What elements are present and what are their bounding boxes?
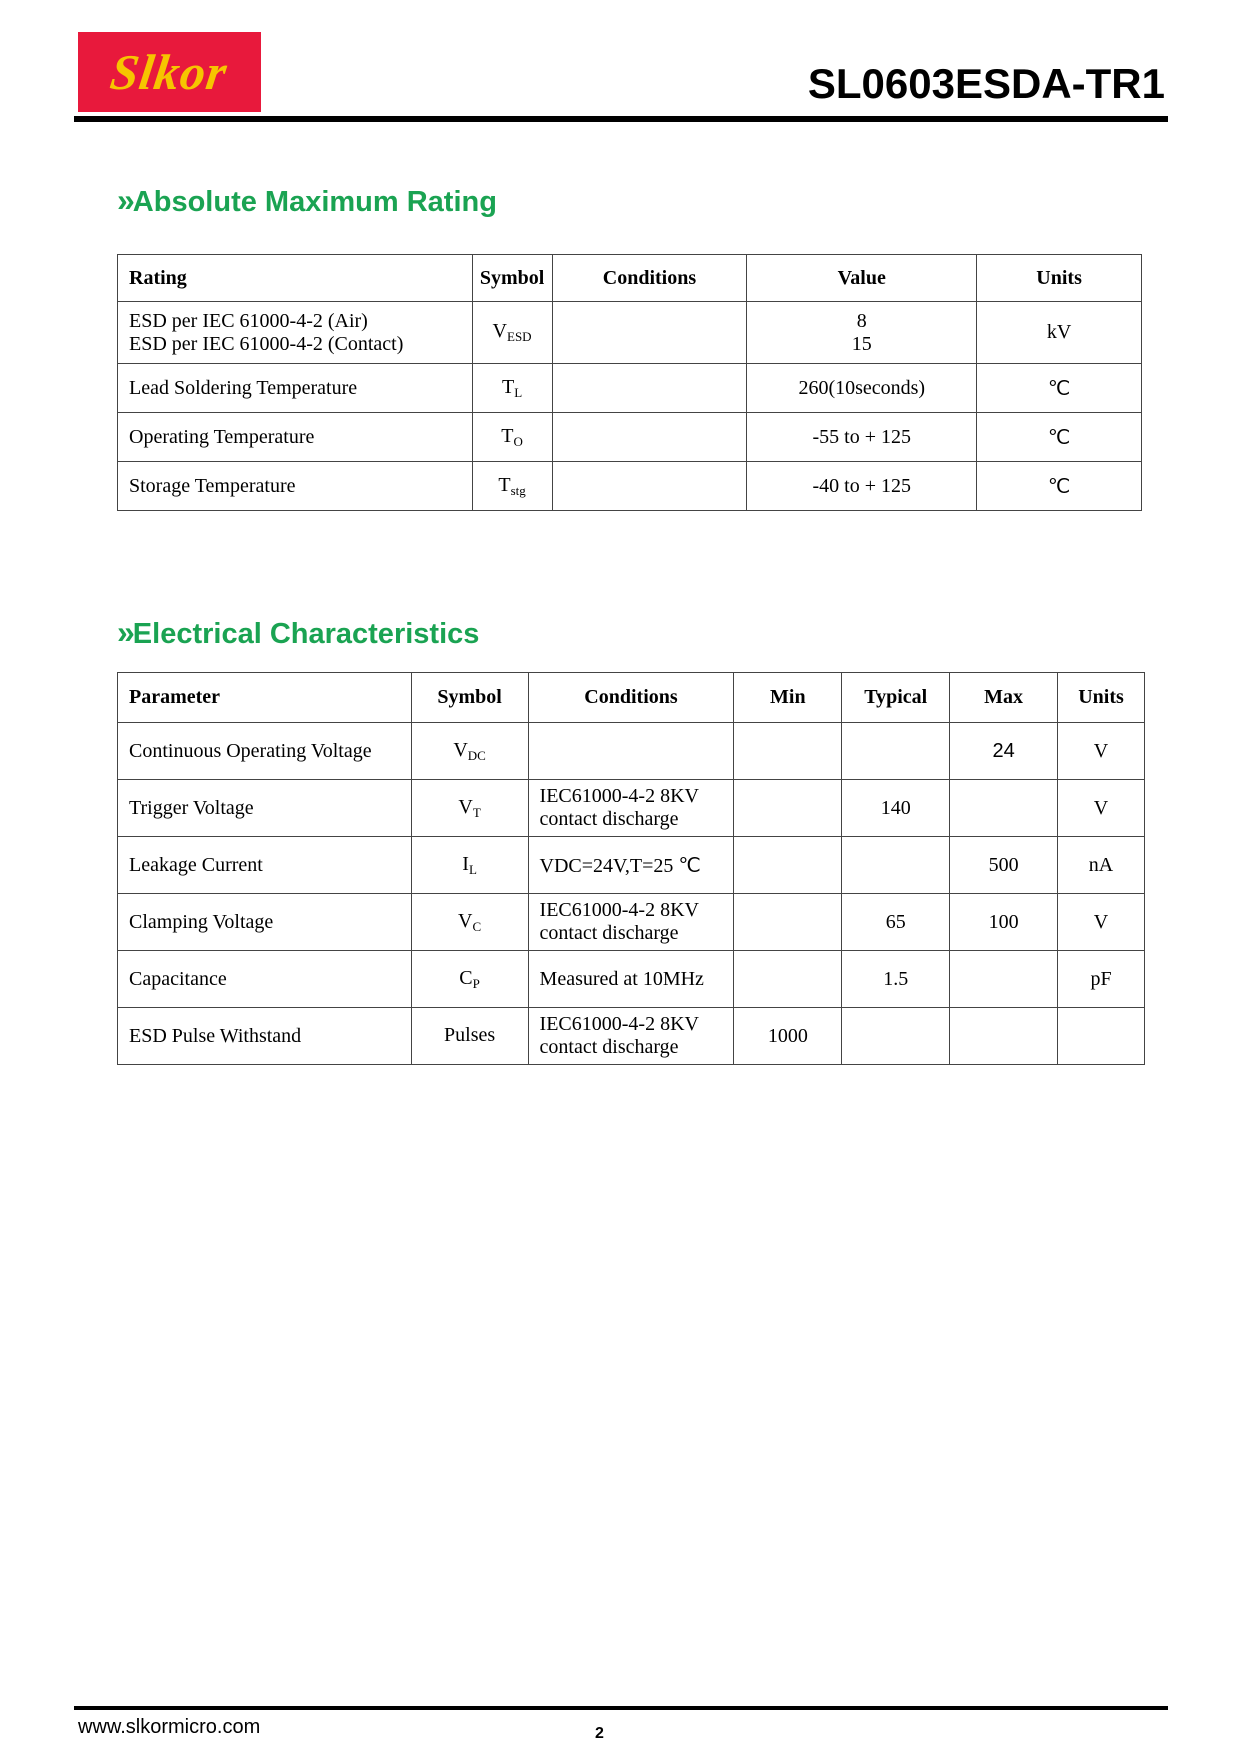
value-cell: -40 to + 125 xyxy=(747,462,977,511)
table-row xyxy=(118,302,1142,364)
rating-cell xyxy=(118,302,473,364)
symbol-cell xyxy=(411,837,528,894)
header-symbol: Symbol xyxy=(472,255,552,302)
symbol-cell xyxy=(411,780,528,837)
conditions-line: IEC61000-4-2 8KV xyxy=(539,899,699,921)
conditions-cell xyxy=(528,780,734,837)
typical-cell: 140 xyxy=(842,780,950,837)
symbol-main: C xyxy=(459,966,473,989)
parameter-cell: Leakage Current xyxy=(118,837,412,894)
max-cell xyxy=(950,951,1058,1008)
section-title-text: Absolute Maximum Rating xyxy=(132,186,497,218)
min-cell xyxy=(734,894,842,951)
conditions-cell xyxy=(552,302,747,364)
header-rating: Rating xyxy=(118,255,473,302)
symbol-main: V xyxy=(453,738,468,761)
symbol-subscript: P xyxy=(472,975,480,991)
brand-logo xyxy=(78,32,261,112)
symbol-subscript: stg xyxy=(510,482,526,498)
symbol-main: T xyxy=(501,375,515,398)
conditions-cell xyxy=(552,364,747,413)
value-cell: -55 to + 125 xyxy=(747,413,977,462)
typical-cell xyxy=(842,837,950,894)
symbol-subscript: L xyxy=(514,384,523,400)
units-cell: nA xyxy=(1058,837,1145,894)
conditions-cell: Measured at 10MHz xyxy=(528,951,734,1008)
table-row xyxy=(118,1008,1145,1065)
typical-cell: 1.5 xyxy=(842,951,950,1008)
conditions-cell: VDC=24V,T=25 ℃ xyxy=(528,837,734,894)
symbol-subscript: DC xyxy=(467,747,486,763)
conditions-line: IEC61000-4-2 8KV xyxy=(539,785,699,807)
header-units: Units xyxy=(977,255,1142,302)
typical-cell xyxy=(842,1008,950,1065)
symbol-main: V xyxy=(492,320,507,342)
symbol-cell xyxy=(472,302,552,364)
conditions-cell xyxy=(528,723,734,780)
typical-cell: 65 xyxy=(842,894,950,951)
table-row xyxy=(118,780,1145,837)
symbol-cell xyxy=(411,894,528,951)
table-row xyxy=(118,951,1145,1008)
header-units: Units xyxy=(1058,673,1145,723)
units-cell: pF xyxy=(1058,951,1145,1008)
value-cell: 260(10seconds) xyxy=(747,364,977,413)
logo-text: Slkor xyxy=(107,44,232,100)
rating-cell: Operating Temperature xyxy=(118,413,473,462)
table-row xyxy=(118,364,1142,413)
footer-website-link[interactable]: www.slkormicro.com xyxy=(78,1716,261,1738)
units-cell: V xyxy=(1058,780,1145,837)
table-row xyxy=(118,837,1145,894)
max-cell: 24 xyxy=(950,723,1058,780)
max-cell xyxy=(950,1008,1058,1065)
header-typical: Typical xyxy=(842,673,950,723)
units-cell: ℃ xyxy=(977,364,1142,413)
header-max: Max xyxy=(950,673,1058,723)
conditions-cell xyxy=(552,413,747,462)
absolute-max-table xyxy=(117,254,1142,511)
section-marker-icon: » xyxy=(117,614,133,650)
units-cell: ℃ xyxy=(977,413,1142,462)
parameter-cell: ESD Pulse Withstand xyxy=(118,1008,412,1065)
rating-cell: Storage Temperature xyxy=(118,462,473,511)
symbol-cell xyxy=(411,1008,528,1065)
parameter-cell: Clamping Voltage xyxy=(118,894,412,951)
max-cell: 100 xyxy=(950,894,1058,951)
parameter-cell: Trigger Voltage xyxy=(118,780,412,837)
symbol-main: Pulses xyxy=(444,1023,496,1046)
header-divider xyxy=(74,116,1168,122)
rating-cell: Lead Soldering Temperature xyxy=(118,364,473,413)
max-cell: 500 xyxy=(950,837,1058,894)
table-row xyxy=(118,413,1142,462)
table-row xyxy=(118,894,1145,951)
symbol-cell xyxy=(472,413,552,462)
typical-cell xyxy=(842,723,950,780)
conditions-line: IEC61000-4-2 8KV xyxy=(539,1013,699,1035)
symbol-main: V xyxy=(458,795,473,818)
conditions-line: contact discharge xyxy=(539,808,679,830)
parameter-cell: Capacitance xyxy=(118,951,412,1008)
conditions-line: contact discharge xyxy=(539,922,679,944)
conditions-cell xyxy=(528,1008,734,1065)
units-cell: kV xyxy=(977,302,1142,364)
parameter-cell: Continuous Operating Voltage xyxy=(118,723,412,780)
page-number: 2 xyxy=(595,1725,604,1742)
symbol-subscript: C xyxy=(472,918,482,934)
table-row xyxy=(118,462,1142,511)
section-marker-icon: » xyxy=(117,182,133,218)
electrical-characteristics-table xyxy=(117,672,1145,1065)
footer-divider xyxy=(74,1706,1168,1710)
section-title-absolute-max xyxy=(117,182,497,219)
conditions-cell xyxy=(528,894,734,951)
units-cell xyxy=(1058,1008,1145,1065)
table-row xyxy=(118,723,1145,780)
symbol-subscript: ESD xyxy=(507,329,532,344)
symbol-main: I xyxy=(462,852,469,875)
min-cell: 1000 xyxy=(734,1008,842,1065)
value-line: 15 xyxy=(851,332,872,355)
header-parameter: Parameter xyxy=(118,673,412,723)
conditions-line: contact discharge xyxy=(539,1036,679,1058)
symbol-subscript: L xyxy=(468,861,477,877)
min-cell xyxy=(734,951,842,1008)
symbol-subscript: T xyxy=(472,804,481,820)
min-cell xyxy=(734,780,842,837)
symbol-main: V xyxy=(458,909,473,932)
symbol-cell xyxy=(411,723,528,780)
symbol-subscript: O xyxy=(513,433,523,449)
rating-line: ESD per IEC 61000-4-2 (Contact) xyxy=(129,332,404,355)
header-conditions: Conditions xyxy=(528,673,734,723)
section-title-text: Electrical Characteristics xyxy=(132,618,480,650)
max-cell xyxy=(950,780,1058,837)
rating-line: ESD per IEC 61000-4-2 (Air) xyxy=(129,309,368,332)
symbol-cell xyxy=(472,462,552,511)
header-value: Value xyxy=(747,255,977,302)
table-header-row xyxy=(118,255,1142,302)
symbol-main: T xyxy=(501,424,514,447)
value-line: 8 xyxy=(856,309,867,332)
min-cell xyxy=(734,723,842,780)
table-header-row xyxy=(118,673,1145,723)
value-cell xyxy=(747,302,977,364)
conditions-cell xyxy=(552,462,747,511)
units-cell: V xyxy=(1058,894,1145,951)
part-number: SL0603ESDA-TR1 xyxy=(807,60,1165,107)
symbol-cell xyxy=(411,951,528,1008)
header-min: Min xyxy=(734,673,842,723)
units-cell: V xyxy=(1058,723,1145,780)
header-conditions: Conditions xyxy=(552,255,747,302)
symbol-cell xyxy=(472,364,552,413)
min-cell xyxy=(734,837,842,894)
section-title-electrical xyxy=(117,614,479,651)
symbol-main: T xyxy=(498,473,511,496)
header-symbol: Symbol xyxy=(411,673,528,723)
units-cell: ℃ xyxy=(977,462,1142,511)
